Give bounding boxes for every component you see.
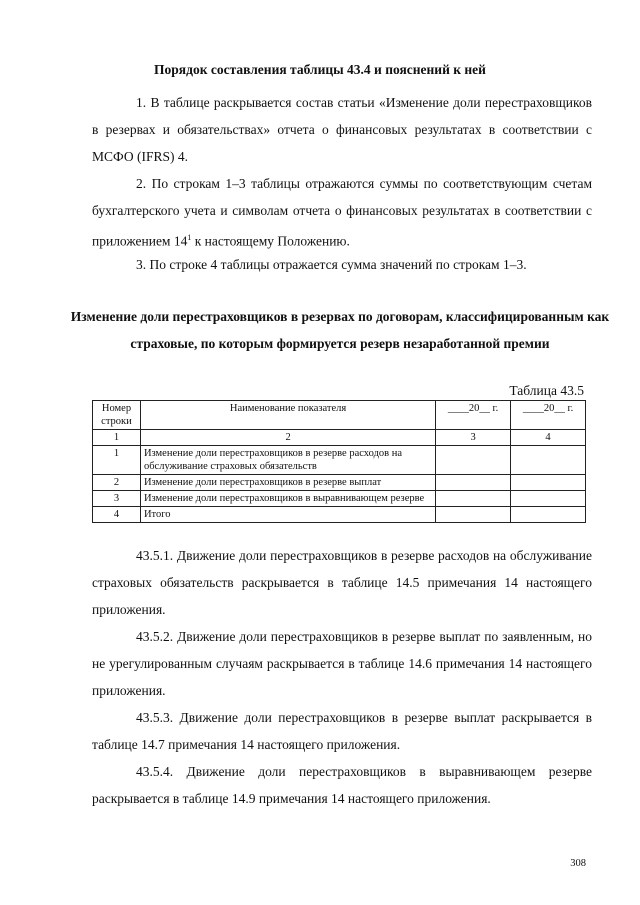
note-43-5-4 [92, 758, 592, 812]
row-value-current [436, 507, 511, 523]
table-label: Таблица 43.5 [509, 383, 584, 398]
footnote-ref: 1 [187, 233, 192, 242]
row-number: 1 [93, 446, 141, 475]
table-row-total [93, 507, 586, 523]
note-43-5-3 [92, 704, 592, 758]
header-row-number: Номер строки [93, 401, 141, 430]
table-row [93, 475, 586, 491]
paragraph-2 [92, 170, 592, 255]
row-value-previous [511, 491, 586, 507]
header-indicator-name: Наименование показателя [140, 401, 435, 430]
table-header-row [93, 401, 586, 430]
note-43-5-2 [92, 623, 592, 704]
table-row [93, 446, 586, 475]
paragraph-2-text: 2. По строкам 1–3 таблицы отражаются суммы по соответствующим счетам бухгалтерского учета и символам отчета о финансовых результатах в соответствии с приложением 14 [92, 176, 592, 249]
note-text: 43.5.1. Движение доли перестраховщиков в резерве расходов на обслуживание страховых обязательств раскрывается в таблице 14.5 примечания 14 настоящего приложения. [92, 548, 592, 617]
row-number: 2 [93, 475, 141, 491]
row-indicator: Итого [140, 507, 435, 523]
row-value-previous [511, 507, 586, 523]
row-value-current [436, 491, 511, 507]
row-number: 4 [93, 507, 141, 523]
header-period-current: ____20__ г. [436, 401, 511, 430]
row-number: 3 [93, 491, 141, 507]
numbering-cell: 3 [436, 430, 511, 446]
table-caption-title: Изменение доли перестраховщиков в резервах по договорам, классифицированным как страховые, по которым формируется резерв незаработанной премии [70, 309, 610, 351]
paragraph-1-text: 1. В таблице раскрывается состав статьи «Изменение доли перестраховщиков в резервах и обязательствах» отчета о финансовых результатах в соответствии с МСФО (IFRS) 4. [92, 95, 592, 164]
numbering-cell: 1 [93, 430, 141, 446]
paragraph-3 [92, 251, 592, 278]
paragraph-1 [92, 89, 592, 170]
row-indicator: Изменение доли перестраховщиков в выравнивающем резерве [140, 491, 435, 507]
numbering-cell: 2 [140, 430, 435, 446]
row-indicator: Изменение доли перестраховщиков в резерве расходов на обслуживание страховых обязательств [140, 446, 435, 475]
row-value-previous [511, 446, 586, 475]
header-period-previous: ____20__ г. [511, 401, 586, 430]
numbering-cell: 4 [511, 430, 586, 446]
row-value-current [436, 475, 511, 491]
table-row [93, 491, 586, 507]
note-text: 43.5.2. Движение доли перестраховщиков в резерве выплат по заявленным, но не урегулированным случаям раскрывается в таблице 14.6 примечания 14 настоящего приложения. [92, 629, 592, 698]
note-text: 43.5.3. Движение доли перестраховщиков в резерве выплат раскрывается в таблице 14.7 примечания 14 настоящего приложения. [92, 710, 592, 752]
note-43-5-1 [92, 542, 592, 623]
report-table [92, 400, 586, 523]
paragraph-3-text: 3. По строке 4 таблицы отражается сумма значений по строкам 1–3. [136, 257, 527, 272]
row-value-previous [511, 475, 586, 491]
note-text: 43.5.4. Движение доли перестраховщиков в выравнивающем резерве раскрывается в таблице 14.9 примечания 14 настоящего приложения. [92, 764, 592, 806]
row-indicator: Изменение доли перестраховщиков в резерве выплат [140, 475, 435, 491]
section-title: Порядок составления таблицы 43.4 и пояснений к ней [154, 62, 486, 77]
page-number: 308 [570, 858, 586, 869]
row-value-current [436, 446, 511, 475]
table-numbering-row [93, 430, 586, 446]
paragraph-2-tail: к настоящему Положению. [191, 233, 350, 249]
